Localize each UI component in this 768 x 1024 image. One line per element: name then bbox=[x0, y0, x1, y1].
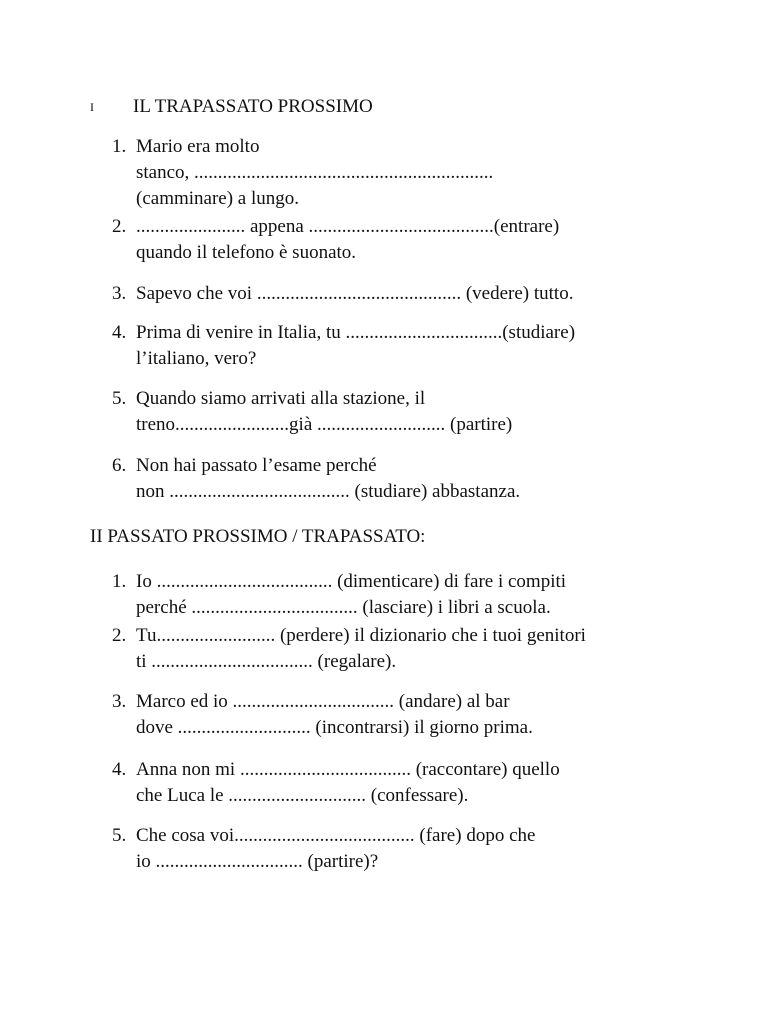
item-line: Marco ed io .................................. (andare) al bar bbox=[136, 691, 510, 712]
item-line: ti .................................. (regalare). bbox=[136, 651, 397, 672]
item-line: ....................... appena .......................................(entrare) bbox=[136, 216, 560, 237]
item-line: (camminare) a lungo. bbox=[136, 188, 300, 209]
item-line: perché ................................... (lasciare) i libri a scuola. bbox=[136, 597, 551, 618]
item-line: Quando siamo arrivati alla stazione, il bbox=[136, 388, 426, 409]
item-number: 4. bbox=[112, 322, 127, 343]
item-number: 1. bbox=[112, 571, 127, 592]
item-line: io ............................... (partire)? bbox=[136, 851, 379, 872]
item-number: 3. bbox=[112, 691, 127, 712]
item-line: stanco, ............................................................... bbox=[136, 162, 494, 183]
item-line: quando il telefono è suonato. bbox=[136, 242, 357, 263]
item-number: 4. bbox=[112, 759, 127, 780]
item-line: non ...................................... (studiare) abbastanza. bbox=[136, 481, 521, 502]
item-line: Sapevo che voi ........................................... (vedere) tutto. bbox=[136, 283, 574, 304]
item-number: 2. bbox=[112, 216, 127, 237]
item-line: Mario era molto bbox=[136, 136, 260, 157]
item-number: 5. bbox=[112, 825, 127, 846]
item-line: Che cosa voi...................................... (fare) dopo che bbox=[136, 825, 536, 846]
item-line: Tu......................... (perdere) il dizionario che i tuoi genitori bbox=[136, 625, 586, 646]
section-1-number: I bbox=[90, 100, 94, 114]
item-line: Prima di venire in Italia, tu .................................(studiare) bbox=[136, 322, 576, 343]
item-number: 6. bbox=[112, 455, 127, 476]
item-number: 1. bbox=[112, 136, 127, 157]
item-line: Io ..................................... (dimenticare) di fare i compiti bbox=[136, 571, 567, 592]
item-number: 5. bbox=[112, 388, 127, 409]
item-line: Anna non mi .................................... (raccontare) quello bbox=[136, 759, 560, 780]
item-number: 3. bbox=[112, 283, 127, 304]
item-line: Non hai passato l’esame perché bbox=[136, 455, 377, 476]
section-1-title: IL TRAPASSATO PROSSIMO bbox=[133, 96, 373, 117]
item-line: che Luca le ............................. (confessare). bbox=[136, 785, 469, 806]
item-line: dove ............................ (incontrarsi) il giorno prima. bbox=[136, 717, 533, 738]
item-line: treno........................già ........................... (partire) bbox=[136, 414, 513, 435]
item-number: 2. bbox=[112, 625, 127, 646]
item-line: l’italiano, vero? bbox=[136, 348, 257, 369]
section-2-title: II PASSATO PROSSIMO / TRAPASSATO: bbox=[90, 526, 426, 547]
